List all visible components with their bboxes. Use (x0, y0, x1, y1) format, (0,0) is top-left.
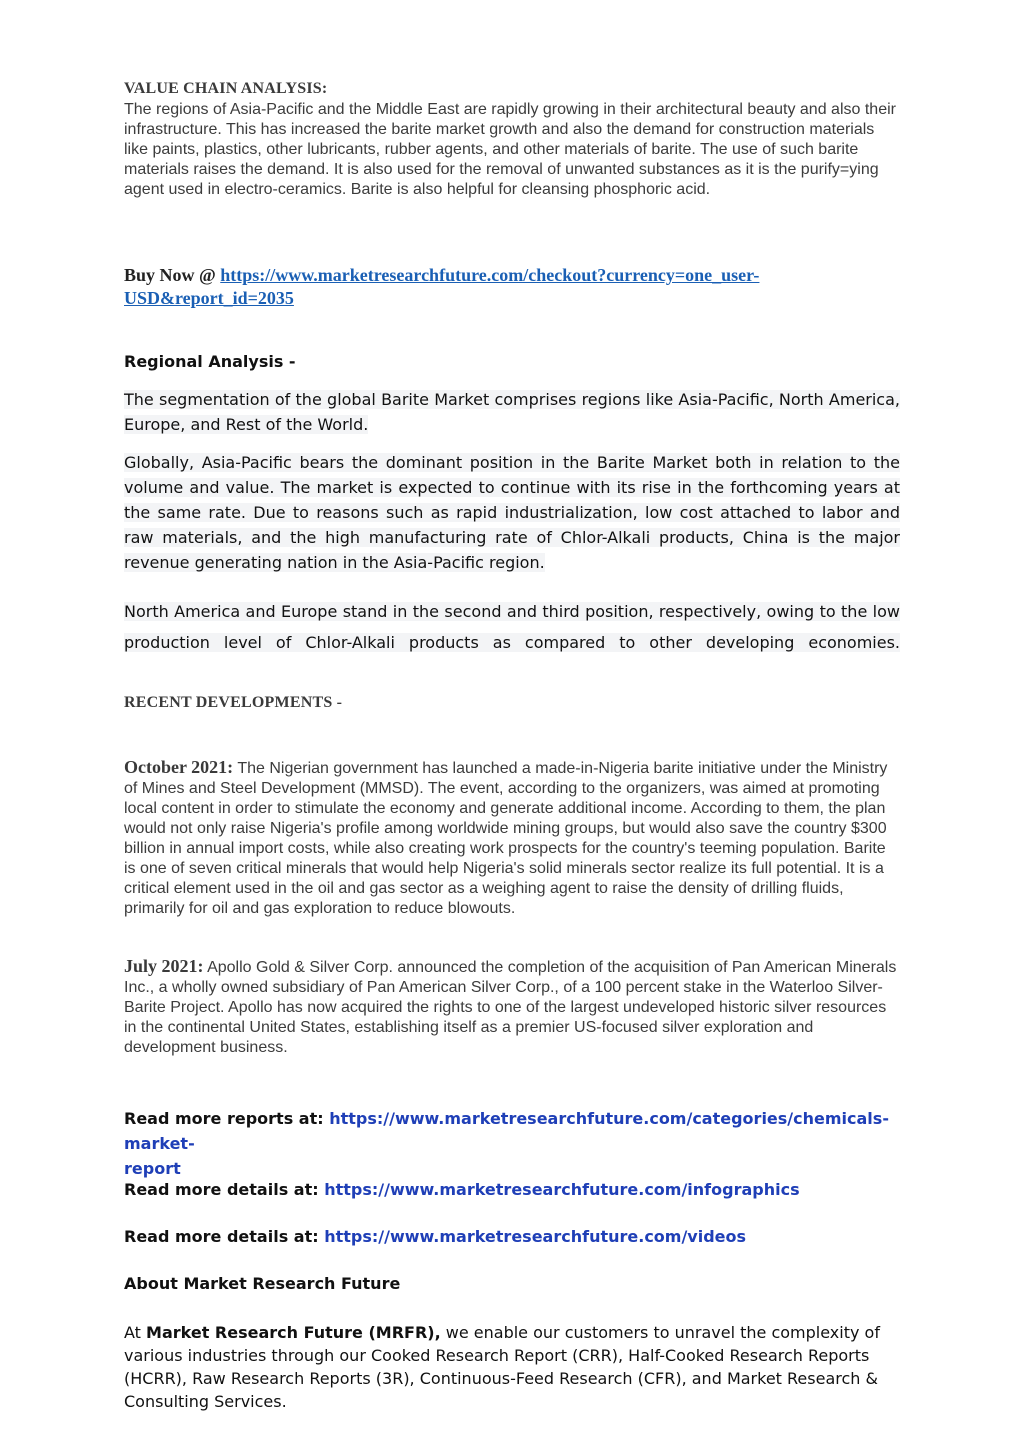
value-chain-body: The regions of Asia-Pacific and the Middle East are rapidly growing in their architectural beauty and also their infrastructure. This has increased the barite market growth and also the demand for construction materials like paints, plastics, other lubricants, rubber agents, and other materials of barite. The use of such barite materials raises the demand. It is also used for the removal of unwanted substances as it is the purify=ying agent used in electro-ceramics. Barite is also helpful for cleansing phosphoric acid. (124, 101, 896, 198)
about-body: At Market Research Future (MRFR), we enable our customers to unravel the complexity of various industries through our Cooked Research Report (CRR), Half-Cooked Research Reports (HCRR), Raw Research Reports (3R), Continuous-Feed Research (CFR), and Market Research & Consulting Services. (124, 1323, 880, 1411)
regional-p2: Globally, Asia-Pacific bears the dominant position in the Barite Market both in relation to the volume and value. The market is expected to continue with its rise in the forthcoming years at the same rate. Due to reasons such as rapid industrialization, low cost attached to labor and raw materials, and the high manufacturing rate of Chlor-Alkali products, China is the major revenue generating nation in the Asia-Pacific region. (124, 453, 900, 572)
value-chain-heading: VALUE CHAIN ANALYSIS: (124, 80, 328, 97)
chemicals-market-report-link[interactable]: https://www.marketresearchfuture.com/categories/chemicals-market- report (124, 1109, 889, 1178)
recent-item-text: The Nigerian government has launched a made-in-Nigeria barite initiative under the Ministry of Mines and Steel Development (MMSD). The event, according to the organizers, was aimed at promoting local content in order to stimulate the economy and generate additional income. According to them, the plan would not only raise Nigeria's profile among worldwide mining groups, but would also save the country $300 billion in annual import costs, while also creating work prospects for the country's teeming population. Barite is one of seven critical minerals that would help Nigeria's solid minerals sector realize its full potential. It is a critical element used in the oil and gas sector as a weighing agent to raise the density of drilling fluids, primarily for oil and gas exploration to reduce blowouts. (124, 760, 888, 917)
recent-item-date: October 2021: (124, 757, 234, 777)
recent-item-date: July 2021: (124, 956, 204, 976)
read-more-infographics (124, 1180, 900, 1199)
checkout-link-line1: https://www.marketresearchfuture.com/checkout?currency=one_user- (220, 265, 760, 285)
read-more-reports (124, 1106, 900, 1181)
checkout-link[interactable] (124, 265, 759, 308)
read-more-videos (124, 1227, 900, 1246)
buy-now-label: Buy Now @ (124, 265, 216, 285)
infographics-link[interactable]: https://www.marketresearchfuture.com/infographics (324, 1180, 800, 1199)
recent-item-july (124, 956, 900, 1058)
read-more-videos-label: Read more details at: (124, 1227, 319, 1246)
recent-item-october (124, 757, 900, 919)
regional-heading: Regional Analysis - (124, 352, 296, 371)
regional-p3: North America and Europe stand in the second and third position, respectively, owing to the low production level of Chlor-Alkali products as compared to other developing economies. (124, 602, 900, 652)
recent-item-text: Apollo Gold & Silver Corp. announced the completion of the acquisition of Pan American Minerals Inc., a wholly owned subsidiary of Pan American Silver Corp., of a 100 percent stake in the Waterloo Silver-Barite Project. Apollo has now acquired the rights to one of the largest undeveloped historic silver resources in the continental United States, establishing itself as a premier US-focused silver exploration and development business. (124, 959, 897, 1056)
about-heading: About Market Research Future (124, 1274, 401, 1293)
videos-link[interactable]: https://www.marketresearchfuture.com/videos (324, 1227, 747, 1246)
recent-heading: RECENT DEVELOPMENTS - (124, 694, 343, 711)
checkout-link-line2: USD&report_id=2035 (124, 288, 294, 308)
read-more-infographics-label: Read more details at: (124, 1180, 319, 1199)
read-more-reports-label: Read more reports at: (124, 1109, 324, 1128)
buy-now-line (124, 264, 900, 310)
company-name: Market Research Future (MRFR), (146, 1323, 441, 1342)
regional-p1: The segmentation of the global Barite Market comprises regions like Asia-Pacific, North America, Europe, and Rest of the World. (124, 390, 900, 434)
